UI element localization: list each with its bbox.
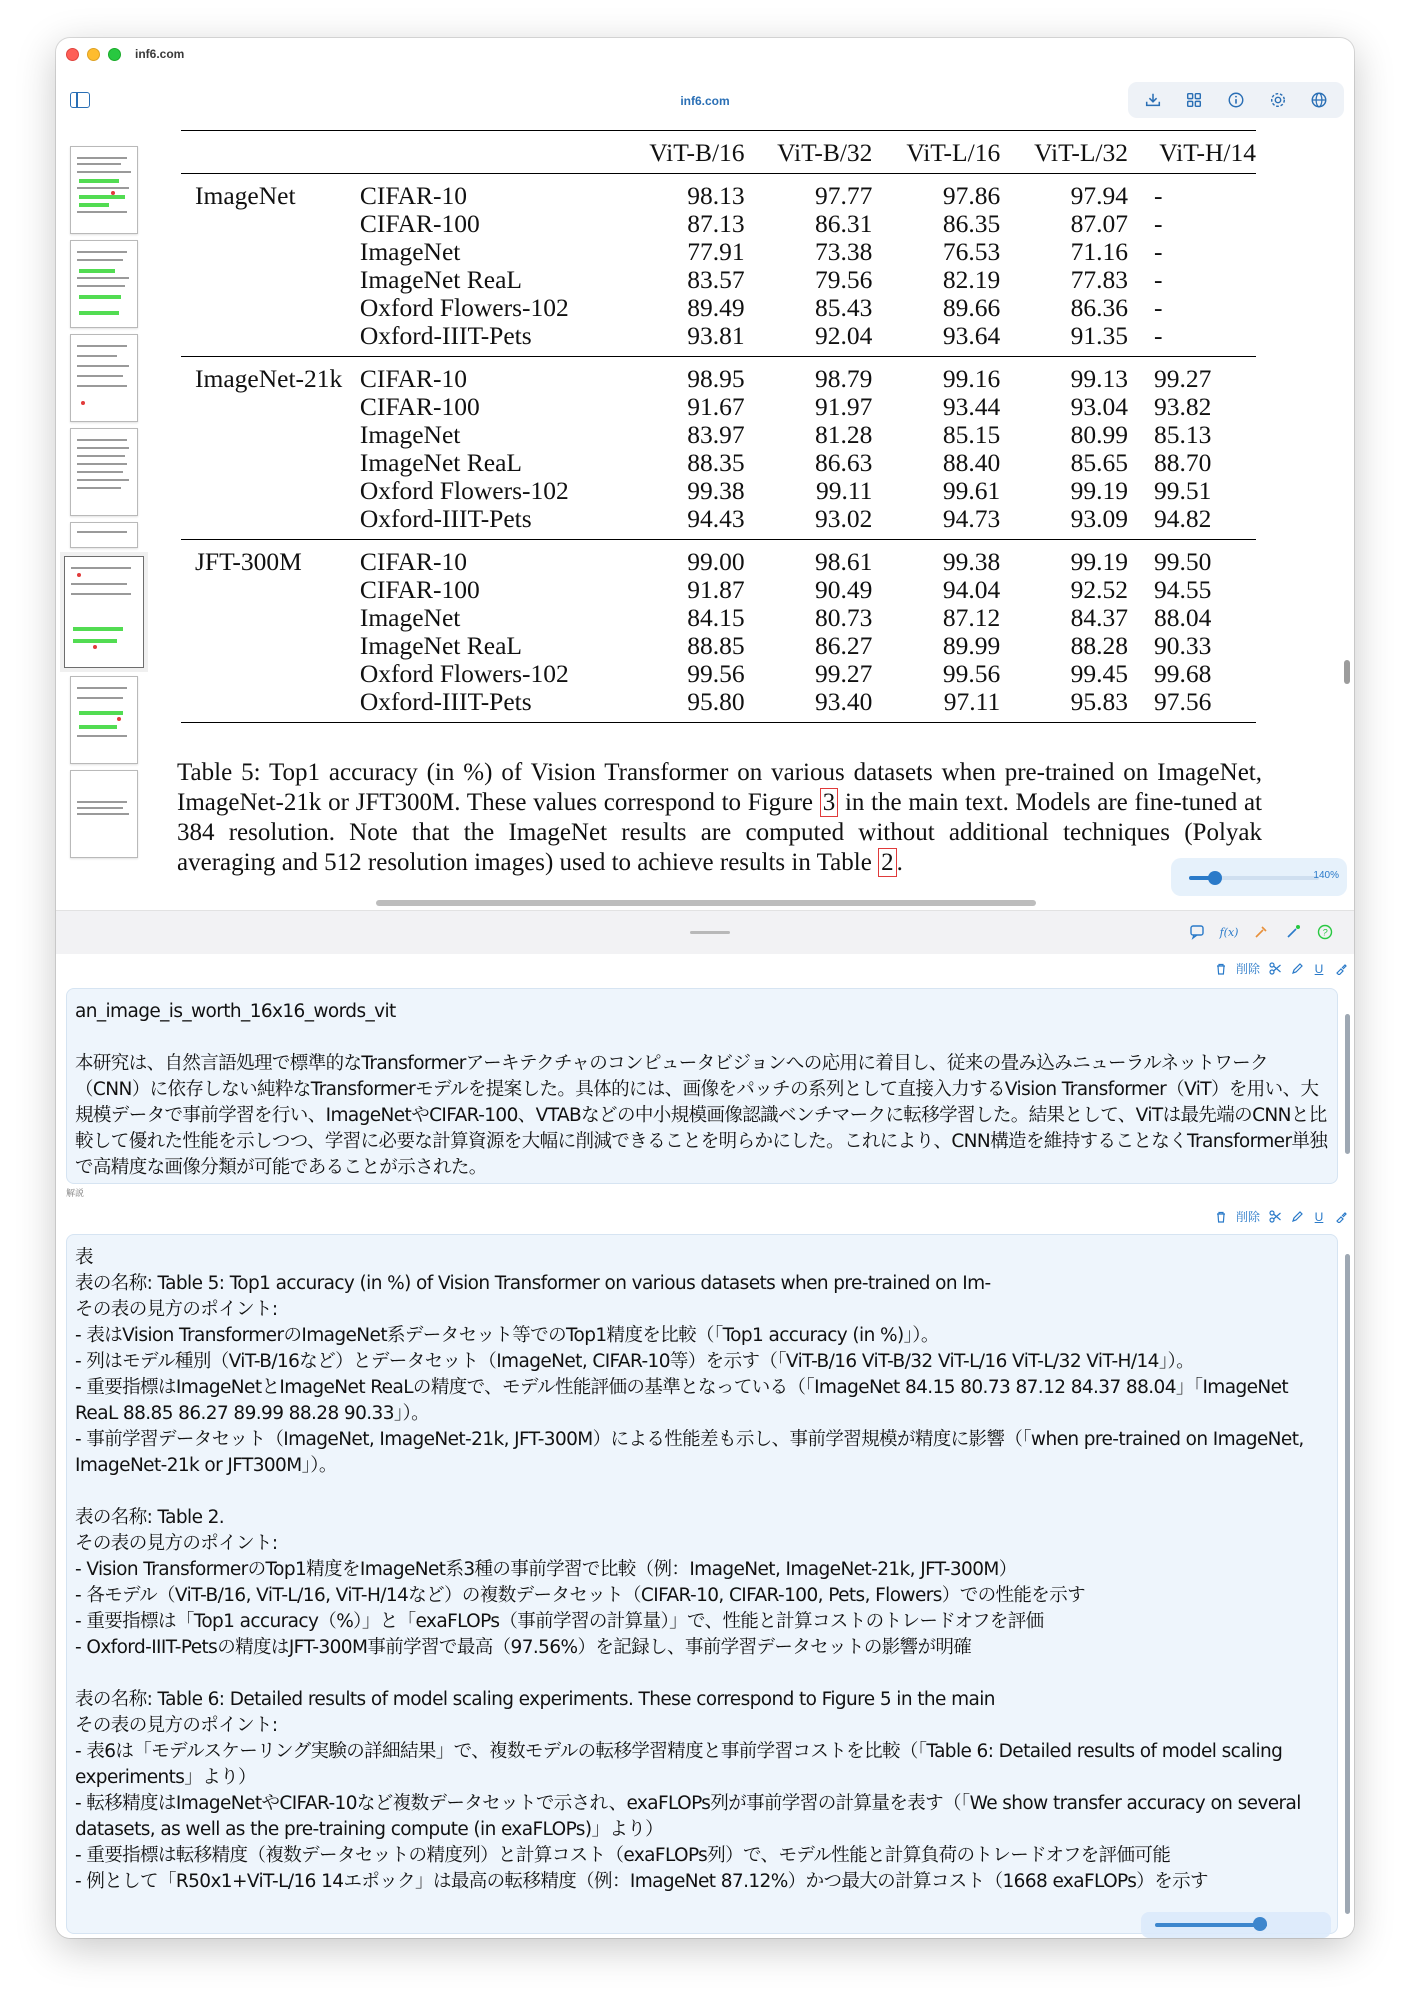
pencil-icon[interactable]	[1290, 962, 1304, 976]
value-cell: 85.15	[942, 420, 1001, 449]
value-cell: 86.27	[815, 631, 873, 660]
value-cell: -	[1153, 293, 1163, 322]
value-cell: 76.53	[942, 237, 1001, 266]
table-row	[181, 540, 1256, 577]
value-cell: -	[1153, 265, 1163, 294]
scissors-icon[interactable]	[1268, 1210, 1282, 1224]
value-cell: 97.77	[815, 181, 873, 210]
globe-icon[interactable]	[1308, 89, 1330, 111]
value-cell: 98.79	[815, 364, 873, 393]
pdf-viewer[interactable]	[56, 130, 1354, 910]
dataset-cell: Oxford-IIIT-Pets	[360, 505, 617, 540]
value-cell: 99.11	[815, 476, 873, 505]
note-actions	[1214, 1208, 1348, 1225]
zoom-slider[interactable]	[1189, 876, 1319, 880]
page-thumbnail[interactable]	[70, 240, 138, 328]
note-scrollbar[interactable]	[1345, 1014, 1350, 1154]
dataset-cell: CIFAR-100	[359, 209, 480, 238]
value-cell: 93.44	[942, 392, 1001, 421]
value-cell: 97.11	[872, 688, 1000, 723]
comment-icon[interactable]	[1188, 923, 1206, 941]
value-cell: 99.56	[942, 659, 1001, 688]
pretrain-dataset-cell	[181, 238, 360, 266]
trash-icon[interactable]	[1214, 1210, 1228, 1224]
table-row	[181, 174, 1256, 211]
toolbar-icon-group	[1128, 82, 1344, 118]
value-cell: 83.97	[687, 420, 745, 449]
value-cell: 80.73	[815, 603, 873, 632]
value-cell: 88.28	[1070, 631, 1128, 660]
value-cell: 99.56	[687, 659, 745, 688]
close-window-button[interactable]	[66, 48, 79, 61]
zoom-window-button[interactable]	[108, 48, 121, 61]
value-cell: 79.56	[815, 265, 873, 294]
value-cell: 99.13	[1070, 364, 1128, 393]
pretrain-dataset-cell: ImageNet-21k	[195, 364, 343, 393]
value-cell: 93.40	[745, 688, 873, 723]
value-cell: 94.55	[1153, 575, 1212, 604]
table-ref-link[interactable]: 2	[878, 848, 897, 877]
value-cell: 84.37	[1070, 603, 1128, 632]
value-cell: 99.61	[942, 476, 1001, 505]
horizontal-scrollbar[interactable]	[376, 900, 1036, 906]
split-divider[interactable]	[56, 910, 1354, 954]
table-row	[181, 357, 1256, 394]
table-row	[181, 421, 1256, 449]
grid-icon[interactable]	[1183, 89, 1205, 111]
pencil-icon[interactable]	[1290, 1210, 1304, 1224]
pretrain-dataset-cell	[181, 449, 360, 477]
value-cell: 94.43	[617, 505, 745, 540]
value-cell: 77.83	[1070, 265, 1128, 294]
zoom-level: 140%	[1313, 870, 1339, 881]
dataset-cell: ImageNet ReaL	[359, 448, 522, 477]
pretrain-dataset-cell	[181, 688, 360, 723]
value-cell: 93.02	[745, 505, 873, 540]
value-cell: 93.09	[1000, 505, 1128, 540]
results-table	[181, 130, 1256, 723]
pretrain-dataset-cell	[181, 576, 360, 604]
dataset-cell: Oxford-IIIT-Pets	[360, 688, 617, 723]
value-cell: 99.38	[942, 547, 1001, 576]
value-cell: 91.67	[687, 392, 745, 421]
note-zoom-slider[interactable]	[1141, 1912, 1331, 1938]
value-cell: 93.82	[1153, 392, 1212, 421]
table-row	[181, 632, 1256, 660]
table-row	[181, 210, 1256, 238]
underline-icon[interactable]: U	[1314, 961, 1324, 976]
pretrain-dataset-cell	[181, 322, 360, 357]
value-cell: 88.35	[687, 448, 745, 477]
pretrain-dataset-cell	[181, 294, 360, 322]
value-cell: 99.27	[815, 659, 873, 688]
value-cell: 86.63	[815, 448, 873, 477]
header-cell: ViT-L/16	[872, 131, 1000, 174]
pretrain-dataset-cell	[181, 477, 360, 505]
page-thumbnail[interactable]	[70, 770, 138, 858]
value-cell: 81.28	[815, 420, 873, 449]
trash-icon[interactable]	[1214, 962, 1228, 976]
page-thumbnail-selected[interactable]	[64, 556, 144, 668]
underline-icon[interactable]: U	[1314, 1209, 1324, 1224]
dataset-cell: CIFAR-100	[359, 575, 480, 604]
table-row	[181, 449, 1256, 477]
value-cell: 86.35	[942, 209, 1001, 238]
dataset-cell: CIFAR-10	[359, 547, 468, 576]
value-cell: 97.94	[1070, 181, 1128, 210]
page-thumbnail[interactable]	[70, 676, 138, 764]
value-cell: 85.65	[1070, 448, 1128, 477]
value-cell: 99.51	[1153, 476, 1212, 505]
title-bar	[56, 38, 1354, 70]
value-cell: 99.19	[1070, 547, 1128, 576]
pdf-page	[171, 130, 1271, 910]
download-icon[interactable]	[1142, 89, 1164, 111]
value-cell: 99.16	[942, 364, 1001, 393]
caption-text: Table 5: Top1 accuracy (in %) of Vision Transformer on various datasets when pre-trained on ImageNet, ImageNet-21k or JFT300M. These values correspond to Figure	[177, 759, 1262, 816]
vertical-scrollbar[interactable]	[1344, 660, 1350, 684]
value-cell: 99.00	[687, 547, 745, 576]
value-cell: 87.13	[687, 209, 745, 238]
dataset-cell: CIFAR-100	[359, 392, 480, 421]
page-thumbnail[interactable]	[70, 146, 138, 234]
value-cell: 95.83	[1000, 688, 1128, 723]
header-cell	[360, 131, 617, 174]
value-cell: 71.16	[1070, 237, 1128, 266]
dataset-cell: Oxford Flowers-102	[359, 293, 569, 322]
figure-ref-link[interactable]: 3	[820, 788, 839, 817]
value-cell: 77.91	[687, 237, 745, 266]
value-cell: 86.31	[815, 209, 873, 238]
delete-button[interactable]: 削除	[1235, 962, 1260, 976]
delete-button[interactable]: 削除	[1235, 1210, 1260, 1224]
value-cell: -	[1128, 322, 1256, 357]
url-label: inf6.com	[680, 94, 730, 108]
value-cell: 94.82	[1128, 505, 1256, 540]
dataset-cell: Oxford-IIIT-Pets	[360, 322, 617, 357]
note-scrollbar[interactable]	[1345, 1254, 1350, 1914]
page-thumbnail[interactable]	[70, 334, 138, 422]
window-title: inf6.com	[135, 47, 185, 61]
table-row	[181, 266, 1256, 294]
function-icon[interactable]: f(x)	[1219, 925, 1239, 939]
table-row	[181, 604, 1256, 632]
value-cell: 91.87	[687, 575, 745, 604]
thumbnail-sidebar[interactable]	[70, 146, 156, 906]
notes-panel	[56, 954, 1354, 1938]
value-cell: 88.70	[1153, 448, 1212, 477]
brush-icon[interactable]	[1334, 962, 1348, 976]
value-cell: 87.07	[1070, 209, 1128, 238]
value-cell: 98.13	[687, 181, 745, 210]
pretrain-dataset-cell	[181, 632, 360, 660]
minimize-window-button[interactable]	[87, 48, 100, 61]
note-label: 解説	[66, 1188, 85, 1198]
value-cell: 93.64	[872, 322, 1000, 357]
value-cell: 93.04	[1070, 392, 1128, 421]
value-cell: -	[1153, 237, 1163, 266]
header-cell: ViT-L/32	[1000, 131, 1128, 174]
page-thumbnail[interactable]	[70, 428, 138, 516]
value-cell: 88.40	[942, 448, 1001, 477]
pretrain-dataset-cell	[181, 266, 360, 294]
value-cell: 99.19	[1070, 476, 1128, 505]
tools-icon[interactable]	[1252, 923, 1270, 941]
value-cell: 98.61	[815, 547, 873, 576]
value-cell: 98.95	[687, 364, 745, 393]
value-cell: 92.52	[1070, 575, 1128, 604]
table-row	[181, 688, 1256, 723]
value-cell: 99.68	[1153, 659, 1212, 688]
page-thumbnail[interactable]	[70, 522, 138, 548]
note-zoom-handle[interactable]	[1253, 1917, 1267, 1931]
value-cell: 93.81	[617, 322, 745, 357]
dataset-cell: ImageNet	[359, 420, 461, 449]
pretrain-dataset-cell: JFT-300M	[195, 547, 302, 576]
table-row	[181, 393, 1256, 421]
table-row	[181, 322, 1256, 357]
magic-icon[interactable]	[1284, 923, 1302, 941]
header-cell	[181, 131, 360, 174]
value-cell: 85.13	[1153, 420, 1212, 449]
table-row	[181, 660, 1256, 688]
help-icon[interactable]	[1316, 923, 1334, 941]
summary-note[interactable]: an_image_is_worth_16x16_words_vit 本研究は、自然言語処理で標準的なTransformerアーキテクチャのコンピュータビジョンへの応用に着目し、従来の畳み込みニューラルネットワーク（CNN）に依存しない純粋なTransformerモデルを提案した。具体的には、画像をパッチの系列として直接入力するVision Transformer（ViT）を用い、大規模データで事前学習を行い、ImageNetやCIFAR-100、VTABなどの中小規模画像認識ベンチマークに転移学習した。結果として、ViTは最先端のCNNと比較して優れた性能を示しつつ、学習に必要な計算資源を大幅に削減できることを明らかにした。これにより、CNN構造を維持することなくTransformer単独で高精度な画像分類が可能であることが示された。	[66, 988, 1338, 1184]
value-cell: 91.97	[815, 392, 873, 421]
dataset-cell: ImageNet	[359, 603, 461, 632]
zoom-slider-handle[interactable]	[1208, 871, 1222, 885]
value-cell: 97.86	[942, 181, 1001, 210]
value-cell: 95.80	[617, 688, 745, 723]
value-cell: 89.66	[942, 293, 1001, 322]
toolbar	[56, 70, 1354, 130]
dataset-cell: CIFAR-10	[359, 364, 468, 393]
value-cell: 84.15	[687, 603, 745, 632]
value-cell: 89.49	[687, 293, 745, 322]
value-cell: 73.38	[815, 237, 873, 266]
table-row	[181, 238, 1256, 266]
pretrain-dataset-cell	[181, 421, 360, 449]
app-window	[56, 38, 1354, 1938]
table-caption	[177, 758, 1262, 878]
value-cell: 80.99	[1070, 420, 1128, 449]
pretrain-dataset-cell: ImageNet	[195, 181, 296, 210]
table-row	[181, 576, 1256, 604]
header-cell: ViT-H/14	[1128, 131, 1256, 174]
value-cell: 90.49	[815, 575, 873, 604]
svg-text:?: ?	[1322, 927, 1328, 938]
value-cell: 86.36	[1070, 293, 1128, 322]
value-cell: 90.33	[1153, 631, 1212, 660]
dataset-cell: Oxford Flowers-102	[359, 476, 569, 505]
dataset-cell: ImageNet ReaL	[359, 631, 522, 660]
dataset-cell: ImageNet ReaL	[359, 265, 522, 294]
value-cell: 91.35	[1000, 322, 1128, 357]
value-cell: 87.12	[942, 603, 1001, 632]
value-cell: 83.57	[687, 265, 745, 294]
split-grip[interactable]	[690, 931, 730, 934]
value-cell: 89.99	[942, 631, 1001, 660]
value-cell: 94.04	[942, 575, 1001, 604]
table-header-row	[181, 131, 1256, 174]
header-cell: ViT-B/32	[745, 131, 873, 174]
pretrain-dataset-cell	[181, 393, 360, 421]
header-cell: ViT-B/16	[617, 131, 745, 174]
zoom-control	[1171, 858, 1347, 896]
value-cell: 94.73	[872, 505, 1000, 540]
value-cell: 99.27	[1153, 364, 1212, 393]
value-cell: 85.43	[815, 293, 873, 322]
dataset-cell: CIFAR-10	[359, 181, 468, 210]
brush-icon[interactable]	[1334, 1210, 1348, 1224]
value-cell: 92.04	[745, 322, 873, 357]
dataset-cell: Oxford Flowers-102	[359, 659, 569, 688]
table-row	[181, 294, 1256, 322]
value-cell: -	[1153, 181, 1163, 210]
value-cell: 99.50	[1153, 547, 1212, 576]
value-cell: 88.85	[687, 631, 745, 660]
value-cell: 88.04	[1153, 603, 1212, 632]
value-cell: 99.38	[687, 476, 745, 505]
table-explanation-note[interactable]: 表 表の名称: Table 5: Top1 accuracy (in %) of Vision Transformer on various datasets when pre-trained on Im- その表の見方のポイント: - 表はVision TransformerのImageNet系データセット等でのTop1精度を比較（「Top1 accuracy (in %)」）。 - 列はモデル種別（ViT-B/16など）とデータセット（ImageNet, CIFAR-10等）を示す（「ViT-B/16 ViT-B/32 ViT-L/16 ViT-L/32 ViT-H/14」）。 - 重要指標はImageNetとImageNet ReaLの精度で、モデル性能評価の基準となっている（「ImageNet 84.15 80.73 87.12 84.37 88.04」「ImageNet ReaL 88.85 86.27 89.99 88.28 90.33」）。 - 事前学習データセット（ImageNet, ImageNet-21k, JFT-300M）による性能差も示し、事前学習規模が精度に影響（「when pre-trained on ImageNet, ImageNet-21k or JFT300M」）。 表の名称: Table 2. その表の見方のポイント: - Vision TransformerのTop1精度をImageNet系3種の事前学習で比較（例：ImageNet, ImageNet-21k, JFT-300M） - 各モデル（ViT-B/16, ViT-L/16, ViT-H/14など）の複数データセット（CIFAR-10, CIFAR-100, Pets, Flowers）での性能を示す - 重要指標は「Top1 accuracy（%）」と「exaFLOPs（事前学習の計算量）」で、性能と計算コストのトレードオフを評価 - Oxford-IIIT-Petsの精度はJFT-300M事前学習で最高（97.56%）を記録し、事前学習データセットの影響が明確 表の名称: Table 6: Detailed results of model scaling experiments. These correspond to Figure 5 in the main その表の見方のポイント: - 表6は「モデルスケーリング実験の詳細結果」で、複数モデルの転移学習精度と事前学習コストを比較（「Table 6: Detailed results of model scaling experiments」より） - 転移精度はImageNetやCIFAR-10など複数データセットで示され、exaFLOPs列が事前学習の計算量を表す（「We show transfer accuracy on several datasets, as well as the pre-training compute (in exaFLOPs)」より） - 重要指標は転移精度（複数データセットの精度列）と計算コスト（exaFLOPs列）で、モデル性能と計算負荷のトレードオフを評価可能 - 例として「R50x1+ViT-L/16 14エポック」は最高の転移精度（例：ImageNet 87.12%）かつ最大の計算コスト（1668 exaFLOPs）を示す	[66, 1234, 1338, 1934]
table-row	[181, 505, 1256, 540]
pretrain-dataset-cell	[181, 210, 360, 238]
info-icon[interactable]	[1225, 89, 1247, 111]
pretrain-dataset-cell	[181, 505, 360, 540]
pretrain-dataset-cell	[181, 604, 360, 632]
dataset-cell: ImageNet	[359, 237, 461, 266]
caption-text: in the main text. Models are fine-tuned at 384 resolution. Note that the ImageNet results are computed without additional techniques (Polyak averaging and 512 resolution images) used to achieve results in Table	[177, 789, 1262, 876]
gear-icon[interactable]	[1267, 89, 1289, 111]
value-cell: 97.56	[1128, 688, 1256, 723]
pretrain-dataset-cell	[181, 660, 360, 688]
caption-text: .	[896, 849, 903, 876]
value-cell: 82.19	[942, 265, 1001, 294]
scissors-icon[interactable]	[1268, 962, 1282, 976]
value-cell: 99.45	[1070, 659, 1128, 688]
value-cell: -	[1153, 209, 1163, 238]
note-actions	[1214, 960, 1348, 977]
table-row	[181, 477, 1256, 505]
